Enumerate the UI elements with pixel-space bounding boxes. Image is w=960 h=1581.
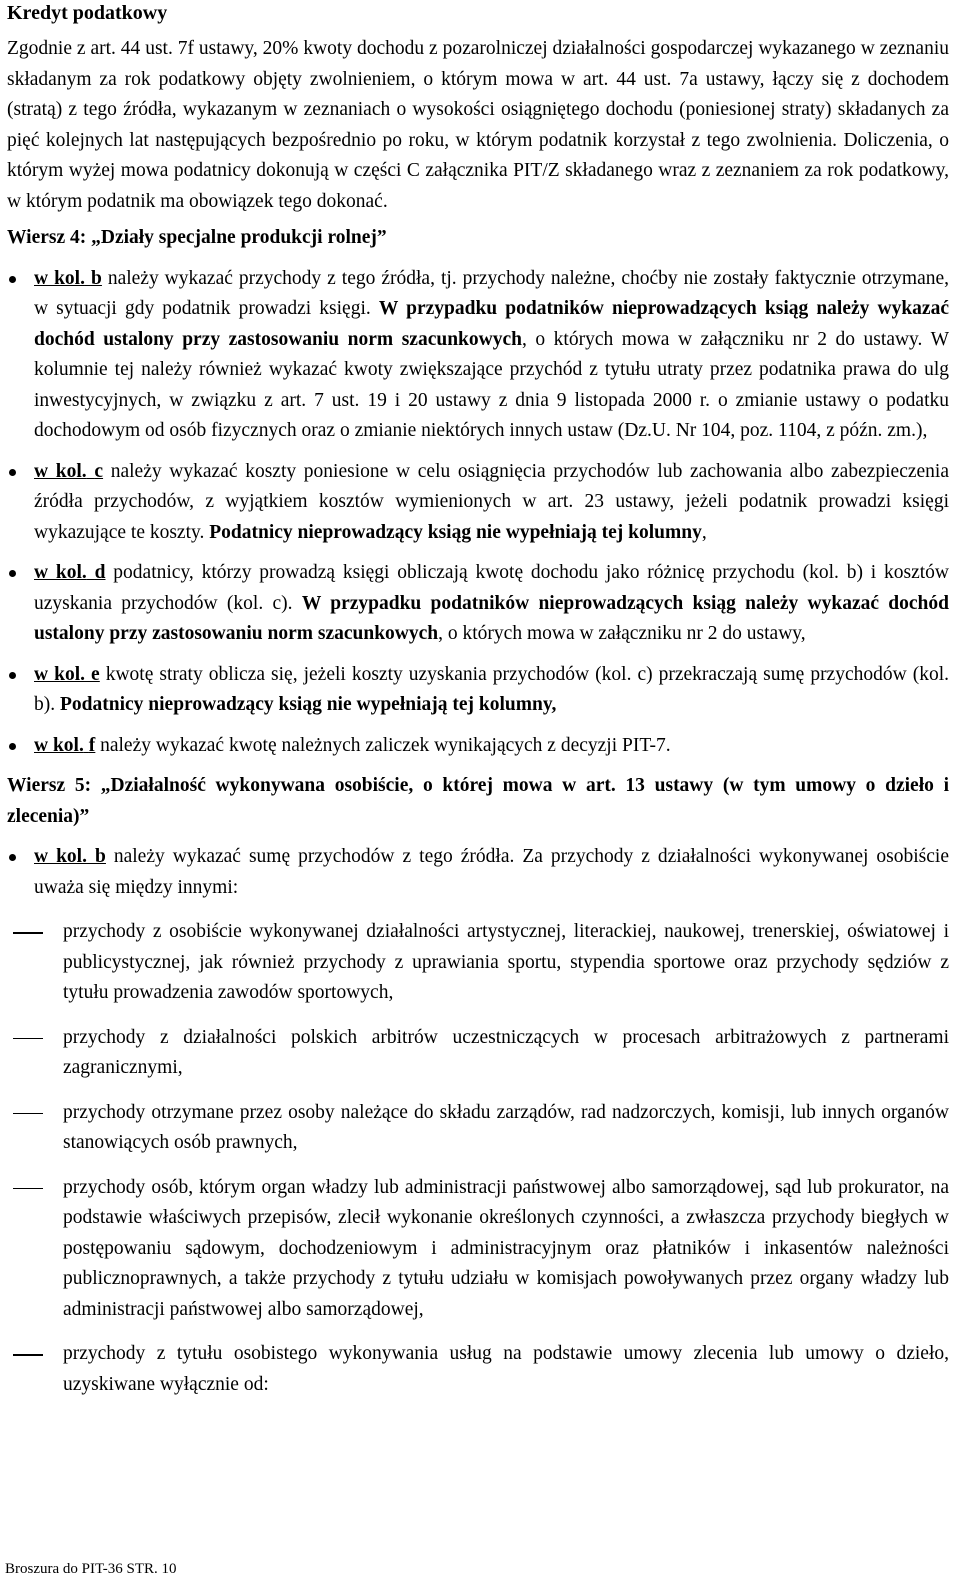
income-type-item: przychody osób, którym organ władzy lub administracji państwowej albo samorządowej, sąd lub prokurator, na podstawie właściwych przepisów, zlecił wykonanie określonych czynności, a zwłaszcza przychody biegłych w postępowaniu sądowym, dochodzeniowym i administracyjnym oraz płatników i inkasentów należności publicznoprawnych, a także przychody z tytułu udziału w komisjach powoływanych przez organy władzy lub administracji państwowej albo samorządowej, bbox=[7, 1173, 949, 1326]
row-4-col-e-item: w kol. e kwotę straty oblicza się, jeżeli koszty uzyskania przychodów (kol. c) przekraczają sumę przychodów (kol. b). Podatnicy nieprowadzący ksiąg nie wypełniają tej kolumny, bbox=[7, 660, 949, 721]
row-4-col-d-item: w kol. d podatnicy, którzy prowadzą księgi obliczają kwotę dochodu jako różnicę przychodu (kol. b) i kosztów uzyskania przychodów (kol. c). W przypadku podatników nieprowadzących ksiąg należy wykazać dochód ustalony przy zastosowaniu norm szacunkowych, o których mowa w załączniku nr 2 do ustawy, bbox=[7, 558, 949, 650]
row-5-col-b-item: w kol. b należy wykazać sumę przychodów z tego źródła. Za przychody z działalności wykonywanej osobiście uważa się między innymi: bbox=[7, 842, 949, 903]
row-4-col-f-item: w kol. f należy wykazać kwotę należnych zaliczek wynikających z decyzji PIT-7. bbox=[7, 731, 949, 762]
section-title: Kredyt podatkowy bbox=[7, 2, 168, 24]
intro-paragraph: Zgodnie z art. 44 ust. 7f ustawy, 20% kwoty dochodu z pozarolniczej działalności gospodarczej wykazanego w zeznaniu składanym za rok podatkowy objęty zwolnieniem, o którym mowa w art. 44 ust. 7a ustawy, łączy się z dochodem (stratą) z tego źródła, wykazanym w zeznaniach o wysokości osiągniętego dochodu (poniesionej straty) składanych za pięć kolejnych lat następujących bezpośrednio po roku, w którym podatnik korzystał z tego zwolnienia. Doliczenia, o którym wyżej mowa podatnicy dokonują w części C załącznika PIT/Z składanego wraz z zeznaniem za rok podatkowy, w którym podatnik ma obowiązek tego dokonać. bbox=[7, 38, 949, 212]
column-label: w kol. c bbox=[34, 460, 104, 482]
column-label: w kol. b bbox=[34, 846, 106, 867]
income-type-item: przychody z działalności polskich arbitrów uczestniczących w procesach arbitrażowych z partnerami zagranicznymi, bbox=[7, 1023, 949, 1084]
income-type-item: przychody z tytułu osobistego wykonywania usług na podstawie umowy zlecenia lub umowy o dzieło, uzyskiwane wyłącznie od: bbox=[7, 1339, 949, 1400]
column-label: w kol. e bbox=[34, 663, 100, 685]
column-label: w kol. d bbox=[34, 562, 106, 583]
row-4-heading: Wiersz 4: „Działy specjalne produkcji rolnej” bbox=[7, 227, 387, 248]
document-page bbox=[7, 0, 949, 1400]
row-5-list bbox=[7, 842, 949, 903]
row-5-heading: Wiersz 5: „Działalność wykonywana osobiście, o której mowa w art. 13 ustawy (w tym umowy o dzieło i zlecenia)” bbox=[7, 775, 949, 827]
income-types-list bbox=[7, 917, 949, 1400]
row-4-list bbox=[7, 264, 949, 762]
column-label: w kol. b bbox=[34, 267, 102, 289]
row-4-col-c-item: w kol. c należy wykazać koszty poniesione w celu osiągnięcia przychodów lub zachowania albo zabezpieczenia źródła przychodów, z wyjątkiem kosztów wymienionych w art. 23 ustawy, jeżeli podatnik prowadzi księgi wykazujące te koszty. Podatnicy nieprowadzący ksiąg nie wypełniają tej kolumny, bbox=[7, 457, 949, 549]
income-type-item: przychody z osobiście wykonywanej działalności artystycznej, literackiej, naukowej, trenerskiej, oświatowej i publicystycznej, jak również przychody z uprawiania sportu, stypendia sportowe oraz przychody sędziów z tytułu prowadzenia zawodów sportowych, bbox=[7, 917, 949, 1009]
page-footer: Broszura do PIT-36 STR. 10 bbox=[5, 1561, 177, 1577]
row-4-col-b-item: w kol. b należy wykazać przychody z tego źródła, tj. przychody należne, choćby nie zostały faktycznie otrzymane, w sytuacji gdy podatnik prowadzi księgi. W przypadku podatników nieprowadzących ksiąg należy wykazać dochód ustalony przy zastosowaniu norm szacunkowych, o których mowa w załączniku nr 2 do ustawy. W kolumnie tej należy również wykazać kwoty zwiększające przychód z tytułu utraty przez podatnika prawa do ulg inwestycyjnych, w związku z art. 7 ust. 19 i 20 ustawy z dnia 9 listopada 2000 r. o zmianie ustawy o podatku dochodowym od osób fizycznych oraz o zmianie niektórych innych ustaw (Dz.U. Nr 104, poz. 1104, z późn. zm.), bbox=[7, 264, 949, 447]
income-type-item: przychody otrzymane przez osoby należące do składu zarządów, rad nadzorczych, komisji, lub innych organów stanowiących osób prawnych, bbox=[7, 1098, 949, 1159]
column-label: w kol. f bbox=[34, 734, 96, 756]
